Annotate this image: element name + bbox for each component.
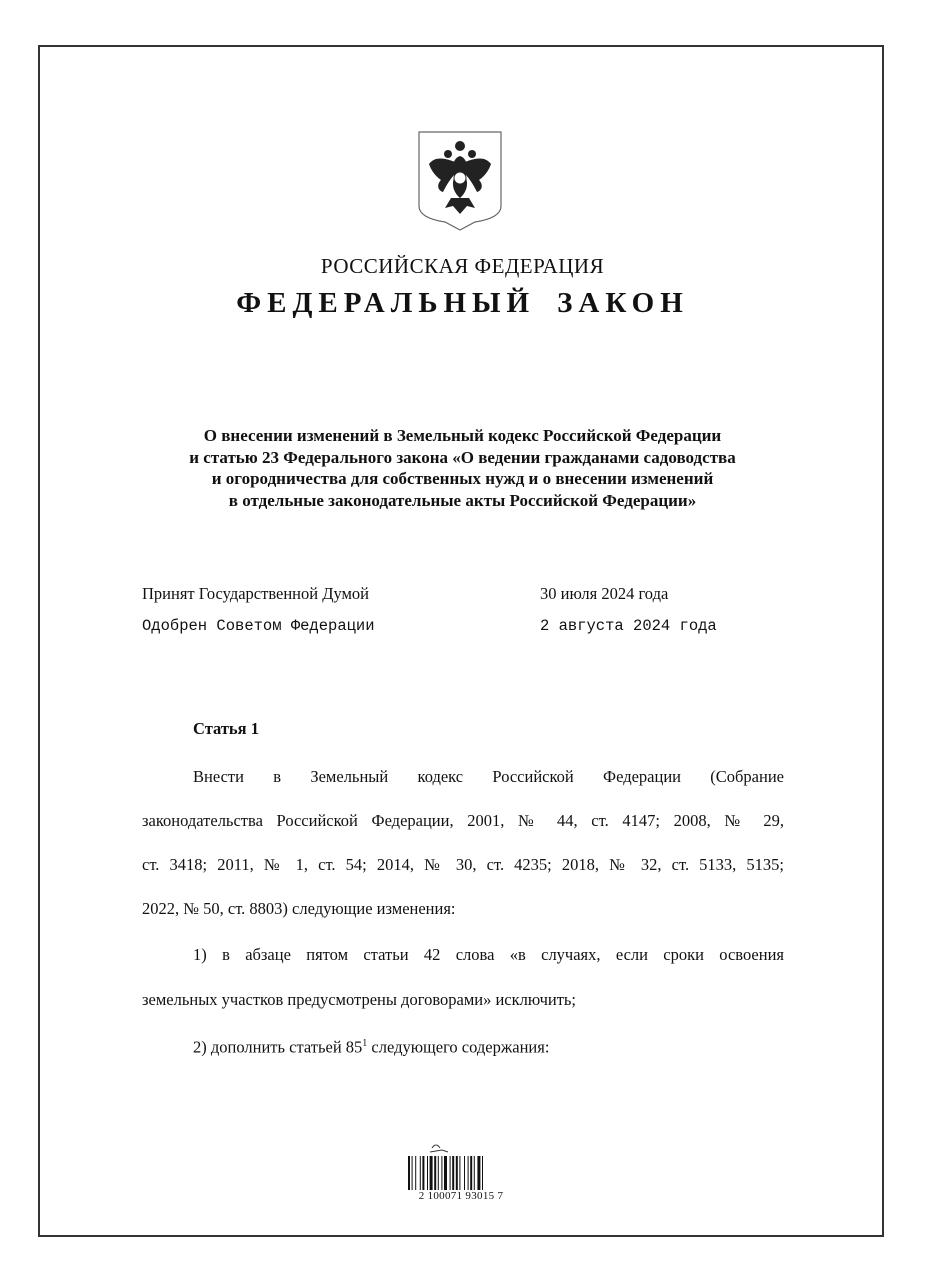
coat-of-arms-icon <box>415 128 505 232</box>
barcode-bar <box>456 1156 458 1190</box>
barcode-number: 2 100071 93015 7 <box>418 1190 504 1202</box>
barcode-bar <box>459 1156 460 1190</box>
item-2-suffix: следующего содержания: <box>367 1037 550 1057</box>
barcode-bar <box>434 1156 436 1190</box>
article-text-line: законодательства Российской Федерации, 2001, № 44, ст. 4147; 2008, № 29, <box>142 811 784 830</box>
subject-line: в отдельные законодательные акты Российской Федерации» <box>228 490 697 510</box>
barcode-bar <box>438 1156 439 1190</box>
document-type-word-1: ФЕДЕРАЛЬНЫЙ <box>236 287 536 319</box>
barcode-icon <box>402 1142 520 1192</box>
subject-line: и статью 23 Федерального закона «О ведении гражданами садоводства <box>189 447 736 467</box>
barcode-bar <box>412 1156 413 1190</box>
barcode-bar <box>444 1156 447 1190</box>
article-text-line: ст. 3418; 2011, № 1, ст. 54; 2014, № 30, ст. 4235; 2018, № 32, ст. 5133, 5135; <box>142 855 784 874</box>
barcode-bar <box>464 1156 465 1190</box>
barcode-bar <box>420 1156 421 1190</box>
barcode-bar <box>474 1156 475 1190</box>
duma-adoption-date: 30 июля 2024 года <box>540 584 669 603</box>
document-type-word-2: ЗАКОН <box>557 287 689 319</box>
country-name: РОССИЙСКАЯ ФЕДЕРАЦИЯ <box>320 254 605 278</box>
barcode-bar <box>452 1156 454 1190</box>
barcode-bar <box>441 1156 442 1190</box>
barcode-bar <box>430 1156 433 1190</box>
barcode-bar <box>482 1156 483 1190</box>
subject-line: О внесении изменений в Земельный кодекс Российской Федерации <box>203 426 722 445</box>
council-approval-label: Одобрен Советом Федерации <box>142 617 375 635</box>
item-2-superscript: 1 <box>362 1038 368 1049</box>
article-text-line: Внести в Земельный кодекс Российской Федерации (Собрание <box>193 767 784 786</box>
barcode-bar <box>450 1156 451 1190</box>
barcode-bar <box>477 1156 480 1190</box>
article-text-line: земельных участков предусмотрены договорами» исключить; <box>142 990 577 1009</box>
duma-adoption-label: Принят Государственной Думой <box>142 584 370 603</box>
barcode-bar <box>415 1156 416 1190</box>
article-text-line: 1) в абзаце пятом статьи 42 слова «в случаях, если сроки освоения <box>193 945 784 964</box>
barcode-bar <box>427 1156 428 1190</box>
item-2-prefix: 2) дополнить статьей 85 <box>193 1037 363 1057</box>
document-type-title <box>0 287 925 320</box>
article-text-line: 2022, № 50, ст. 8803) следующие изменения: <box>142 899 456 918</box>
law-subject <box>100 425 825 511</box>
subject-line: и огородничества для собственных нужд и о внесении изменений <box>211 469 714 488</box>
barcode-bar <box>468 1156 469 1190</box>
barcode-bar <box>422 1156 424 1190</box>
article-title: Статья 1 <box>193 719 259 738</box>
barcode-bar <box>470 1156 472 1190</box>
council-approval-date: 2 августа 2024 года <box>540 617 717 635</box>
article-item-2 <box>142 1034 784 1058</box>
barcode-bar <box>408 1156 410 1190</box>
